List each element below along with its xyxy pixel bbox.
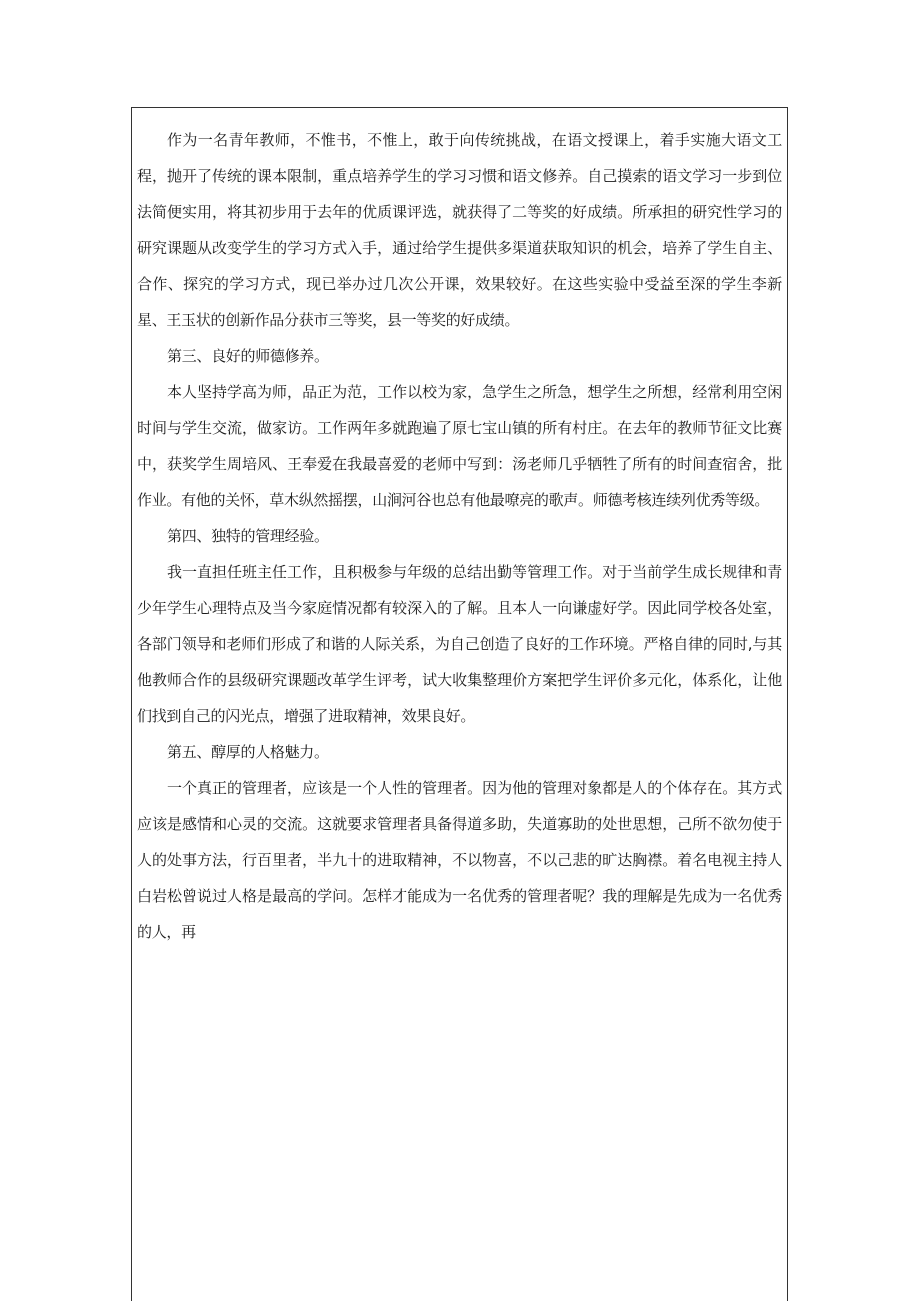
document-body [137, 122, 782, 950]
section-heading-personality: 第五、醇厚的人格魅力。 [167, 743, 329, 761]
paragraph-ethics: 本人坚持学高为师，品正为范，工作以校为家，急学生之所急，想学生之所想，经常利用空闲时间与学生交流，做家访。工作两年多就跑遍了原七宝山镇的所有村庄。在去年的教师节征文比赛中，获奖学生周培风、王奉爱在我最喜爱的老师中写到：汤老师几乎牺牲了所有的时间查宿舍，批作业。有他的关怀，草木纵然摇摆，山涧河谷也总有他最嘹亮的歌声。师德考核连续列优秀等级。 [137, 383, 782, 509]
document-frame [131, 107, 788, 1301]
paragraph-teaching-innovation: 作为一名青年教师，不惟书，不惟上，敢于向传统挑战，在语文授课上，着手实施大语文工程，抛开了传统的课本限制，重点培养学生的学习习惯和语文修养。自己摸索的语文学习一步到位法简便实用，将其初步用于去年的优质课评选，就获得了二等奖的好成绩。所承担的研究性学习的研究课题从改变学生的学习方式入手，通过给学生提供多渠道获取知识的机会，培养了学生自主、合作、探究的学习方式，现已举办过几次公开课，效果较好。在这些实验中受益至深的学生李新星、王玉状的创新作品分获市三等奖，县一等奖的好成绩。 [137, 131, 782, 329]
section-heading-management: 第四、独特的管理经验。 [167, 527, 329, 545]
paragraph-management: 我一直担任班主任工作，且积极参与年级的总结出勤等管理工作。对于当前学生成长规律和青少年学生心理特点及当今家庭情况都有较深入的了解。且本人一向谦虚好学。因此同学校各处室，各部门领导和老师们形成了和谐的人际关系，为自己创造了良好的工作环境。严格自律的同时,与其他教师合作的县级研究课题改革学生评考，试大收集整理价方案把学生评价多元化，体系化，让他们找到自己的闪光点，增强了进取精神，效果良好。 [137, 563, 782, 725]
paragraph-personality: 一个真正的管理者，应该是一个人性的管理者。因为他的管理对象都是人的个体存在。其方式应该是感情和心灵的交流。这就要求管理者具备得道多助，失道寡助的处世思想，己所不欲勿使于人的处事方法，行百里者，半九十的进取精神，不以物喜，不以己悲的旷达胸襟。着名电视主持人白岩松曾说过人格是最高的学问。怎样才能成为一名优秀的管理者呢？我的理解是先成为一名优秀的人，再 [137, 779, 782, 941]
section-heading-ethics: 第三、良好的师德修养。 [167, 347, 329, 365]
